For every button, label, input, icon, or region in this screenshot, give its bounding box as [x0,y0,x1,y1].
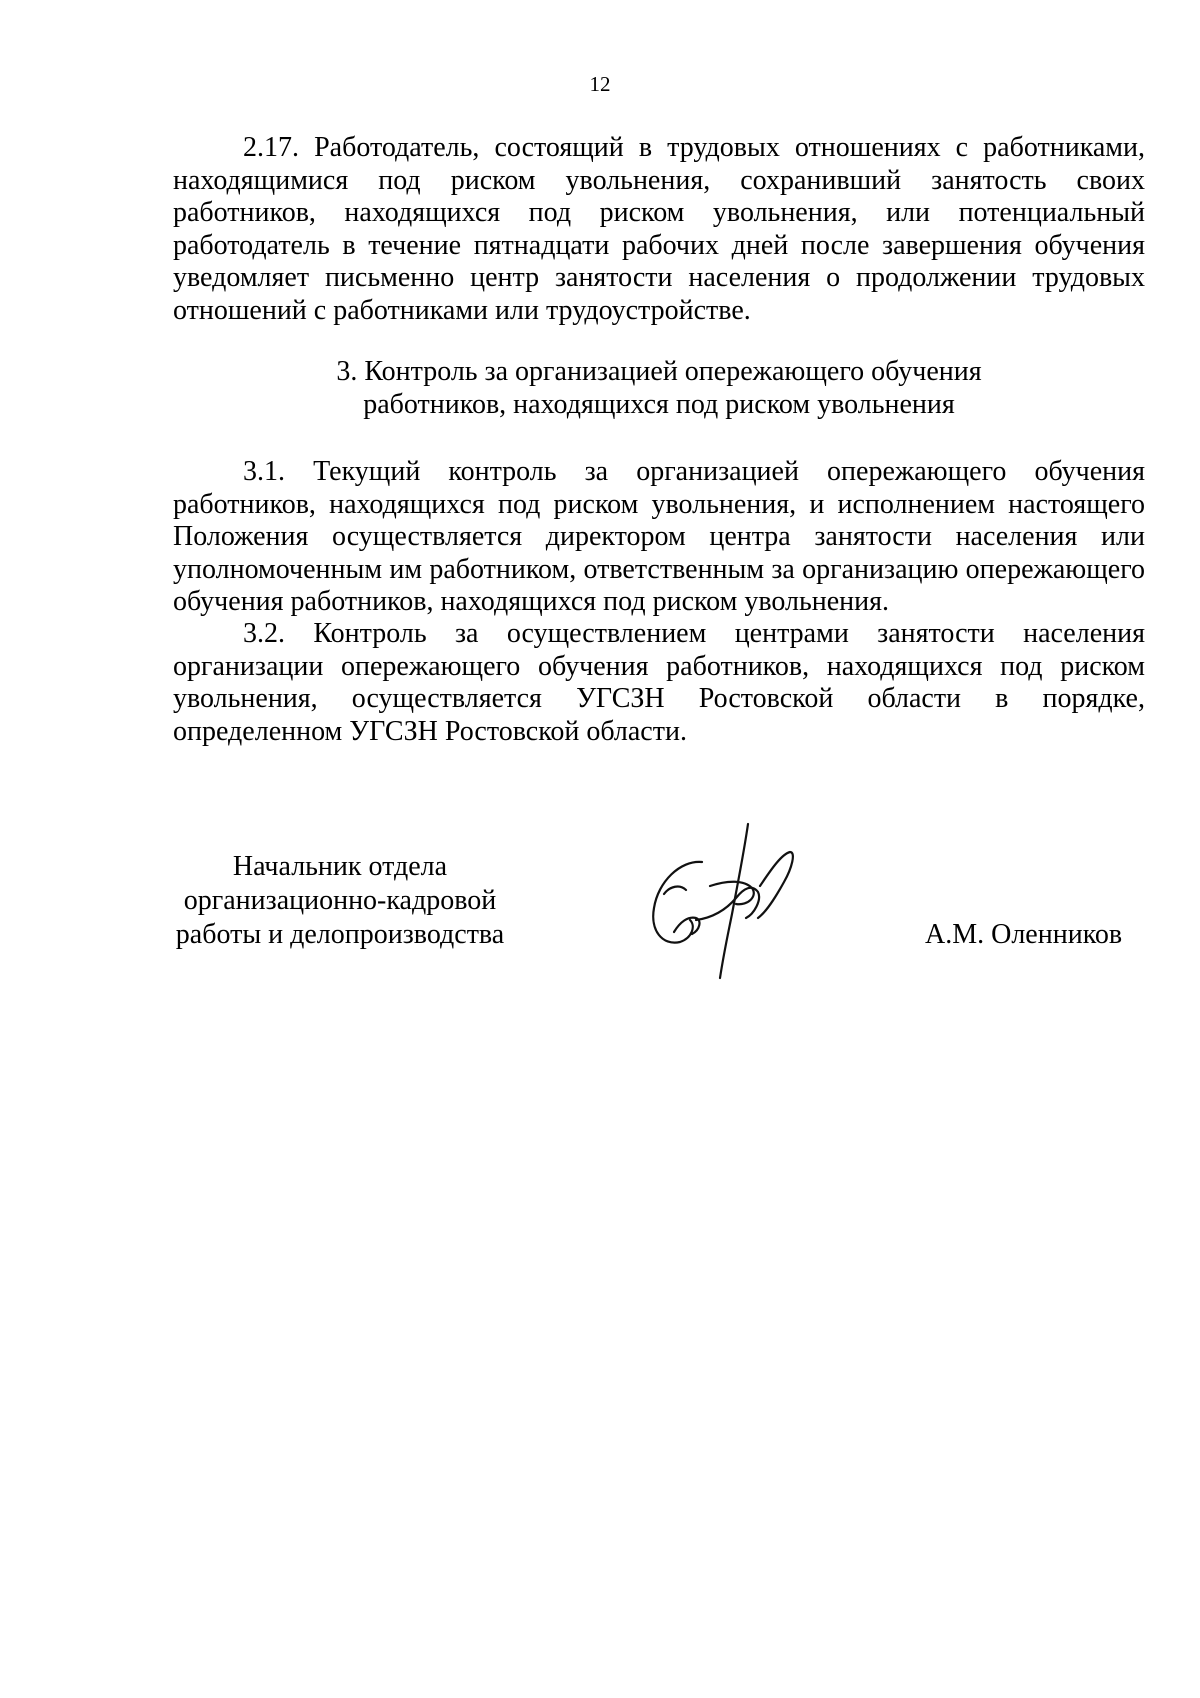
paragraph-3-1: 3.1. Текущий контроль за организацией опережающего обучения работников, находящихся под риском увольнения, и исполнением настоящего Положения осуществляется директором центра занятости населения или уполномоченным им работником, ответственным за организацию опережающего обучения работников, находящихся под риском увольнения. [173,456,1145,617]
handwritten-signature [640,822,840,982]
page-number: 12 [589,72,611,96]
signatory-position-line-3: работы и делопроизводства [175,919,505,950]
signatory-position [150,850,530,952]
signatory-position-line-1: Начальник отдела [232,851,448,882]
section-heading-line-2: работников, находящихся под риском увольнения [363,388,955,420]
section-3-heading [173,356,1145,421]
section-heading-line-1: 3. Контроль за организацией опережающего обучения [336,356,982,387]
signatory-position-line-2: организационно-кадровой [183,885,497,916]
signatory-name: А.М. Оленников [925,919,1123,950]
paragraph-3-2: 3.2. Контроль за осуществлением центрами занятости населения организации опережающего обучения работников, находящихся под риском увольнения, осуществляется УГСЗН Ростовской области в порядке, определенном УГСЗН Ростовской области. [173,618,1145,747]
paragraph-2-17: 2.17. Работодатель, состоящий в трудовых отношениях с работниками, находящимися под риском увольнения, сохранивший занятость своих работников, находящихся под риском увольнения, или потенциальный работодатель в течение пятнадцати рабочих дней после завершения обучения уведомляет письменно центр занятости населения о продолжении трудовых отношений с работниками или трудоустройстве. [173,132,1145,326]
